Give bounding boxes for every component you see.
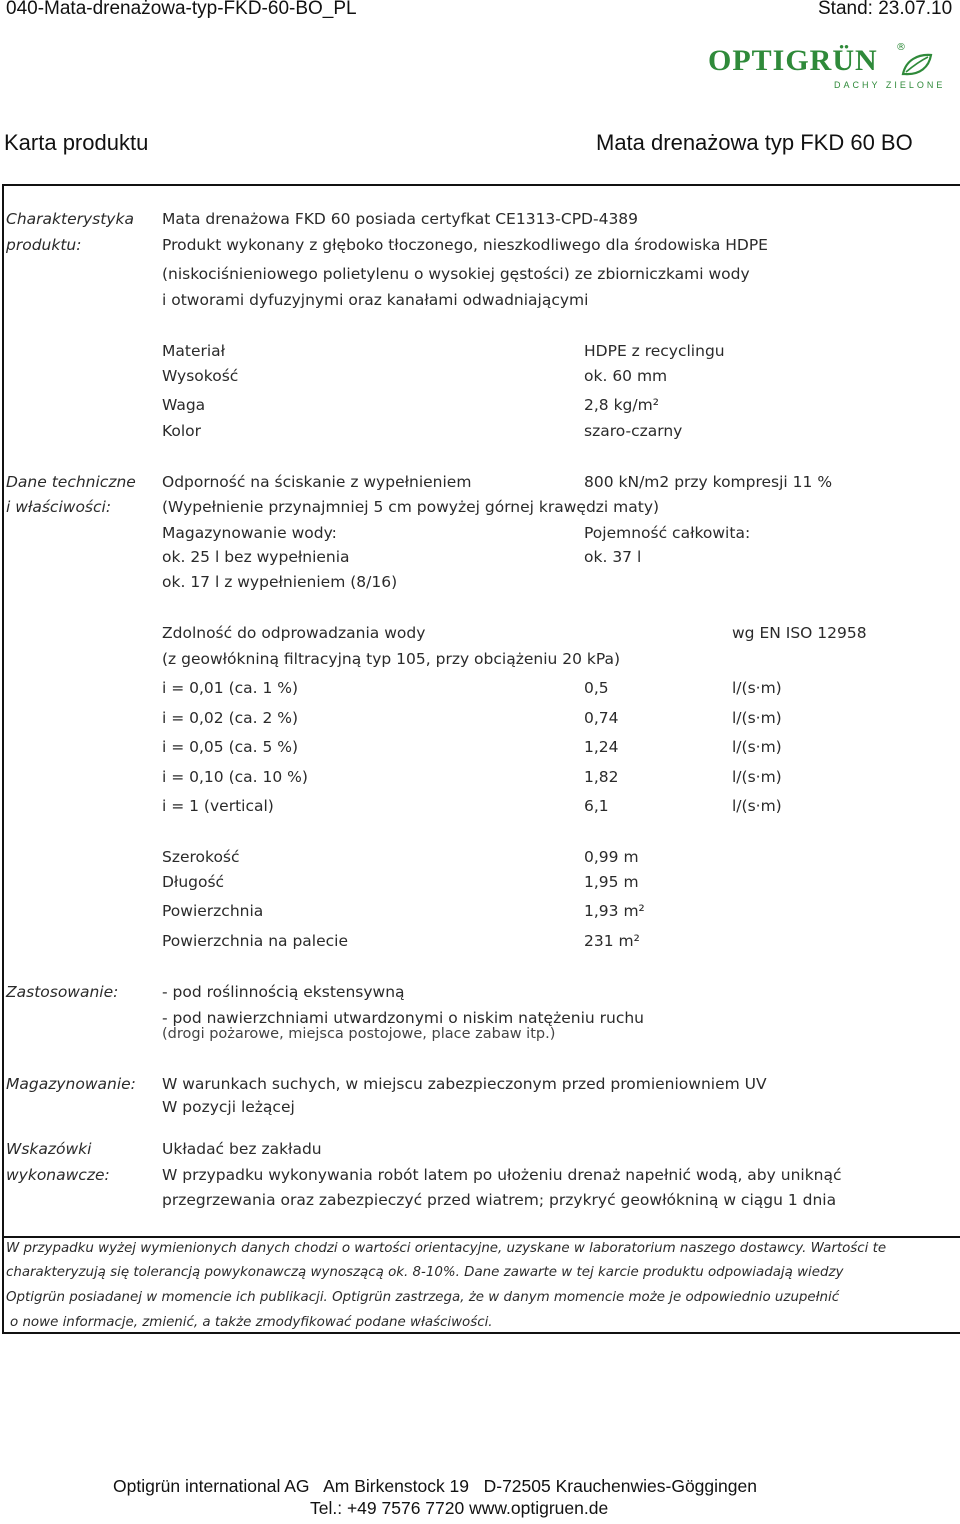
drainage-capacity-label: Zdolność do odprowadzania wody [162,624,426,642]
property-name: Kolor [162,422,202,440]
flow-value: 1,24 [584,738,619,756]
section-label-characteristics: Charakterystyka [6,210,134,228]
property-value: 2,8 kg/m² [584,396,659,414]
dimension-name: Powierzchnia [162,902,264,920]
flow-gradient: i = 0,05 (ca. 5 %) [162,738,299,756]
property-name: Materiał [162,342,226,360]
installation-line: W przypadku wykonywania robót latem po ułożeniu drenaż napełnić wodą, aby uniknąć [162,1166,842,1184]
dimension-value: 1,93 m² [584,902,645,920]
disclaimer-line: Optigrün posiadanej w momencie ich publikacji. Optigrün zastrzega, że w danym momencie może je odpowiednio uzupełnić [6,1290,840,1305]
compression-label: Odporność na ściskanie z wypełnieniem [162,473,472,491]
installation-line: przegrzewania oraz zabezpieczyć przed wiatrem; przykryć geowłókniną w ciągu 1 dnia [162,1191,837,1209]
dimension-name: Długość [162,873,225,891]
document-date: Stand: 23.07.10 [818,0,953,19]
footer-contact: Tel.: +49 7576 7720 www.optigruen.de [310,1498,609,1518]
flow-value: 0,74 [584,709,619,727]
total-capacity-label: Pojemność całkowita: [584,524,751,542]
flow-gradient: i = 0,02 (ca. 2 %) [162,709,299,727]
logo-wordmark: OPTIGRÜN [708,44,878,77]
property-value: HDPE z recyclingu [584,342,725,360]
characteristics-line: Mata drenażowa FKD 60 posiada certyfkat CE1313-CPD-4389 [162,210,639,228]
logo-registered-mark: ® [896,42,906,53]
flow-gradient: i = 1 (vertical) [162,797,274,815]
flow-unit: l/(s·m) [732,797,782,815]
flow-gradient: i = 0,01 (ca. 1 %) [162,679,299,697]
page-title: Karta produktu [4,130,149,155]
logo-tagline: DACHY ZIELONE [834,80,946,90]
drainage-note: (z geowłókniną filtracyjną typ 105, przy obciążeniu 20 kPa) [162,650,621,668]
dimension-value: 1,95 m [584,873,639,891]
section-label-technical: Dane techniczne [6,473,136,491]
flow-value: 0,5 [584,679,609,697]
section-label-technical-2: i właściwości: [6,498,112,516]
disclaimer-line: W przypadku wyżej wymienionych danych chodzi o wartości orientacyjne, uzyskane w laboratorium naszego dostawcy. Wartości te [6,1241,887,1256]
water-storage-no-fill: ok. 25 l bez wypełnienia [162,548,350,566]
flow-unit: l/(s·m) [732,738,782,756]
storage-line: W pozycji leżącej [162,1098,295,1116]
dimension-value: 231 m² [584,932,640,950]
water-storage-with-fill: ok. 17 l z wypełnieniem (8/16) [162,573,398,591]
section-label-application: Zastosowanie: [6,983,119,1001]
total-capacity-value: ok. 37 l [584,548,642,566]
characteristics-line: i otworami dyfuzyjnymi oraz kanałami odwadniającymi [162,291,589,309]
dimension-name: Powierzchnia na palecie [162,932,348,950]
flow-unit: l/(s·m) [732,709,782,727]
flow-value: 6,1 [584,797,609,815]
flow-unit: l/(s·m) [732,768,782,786]
property-name: Waga [162,396,206,414]
optigruen-logo [708,42,944,92]
property-name: Wysokość [162,367,239,385]
section-label-storage: Magazynowanie: [6,1075,136,1093]
application-line: - pod roślinnością ekstensywną [162,983,405,1001]
compression-value: 800 kN/m2 przy kompresji 11 % [584,473,833,491]
section-label-installation-2: wykonawcze: [6,1166,110,1184]
storage-line: W warunkach suchych, w miejscu zabezpieczonym przed promieniowniem UV [162,1075,767,1093]
flow-value: 1,82 [584,768,619,786]
property-value: ok. 60 mm [584,367,668,385]
dimension-name: Szerokość [162,848,240,866]
section-label-characteristics-2: produktu: [6,236,82,254]
installation-line: Układać bez zakładu [162,1140,322,1158]
disclaimer-divider [2,1236,960,1238]
content-frame [2,184,960,1334]
water-storage-label: Magazynowanie wody: [162,524,337,542]
flow-unit: l/(s·m) [732,679,782,697]
product-name: Mata drenażowa typ FKD 60 BO [596,130,913,155]
application-line: (drogi pożarowe, miejsca postojowe, place zabaw itp.) [162,1026,556,1042]
footer-address: Optigrün international AG Am Birkenstock 19 D-72505 Krauchenwies-Göggingen [113,1476,757,1496]
section-label-installation: Wskazówki [6,1140,92,1158]
leaf-icon [900,52,934,78]
document-code: 040-Mata-drenażowa-typ-FKD-60-BO_PL [6,0,357,19]
application-line: - pod nawierzchniami utwardzonymi o niskim natężeniu ruchu [162,1009,645,1027]
property-value: szaro-czarny [584,422,683,440]
disclaimer-line: charakteryzują się tolerancją powykonawczą wynoszącą ok. 8-10%. Dane zawarte w tej karcie produktu odpowiadają wiedzy [6,1265,844,1280]
characteristics-line: Produkt wykonany z głęboko tłoczonego, nieszkodliwego dla środowiska HDPE [162,236,768,254]
characteristics-line: (niskociśnieniowego polietylenu o wysokiej gęstości) ze zbiorniczkami wody [162,265,750,283]
fill-note: (Wypełnienie przynajmniej 5 cm powyżej górnej krawędzi maty) [162,498,660,516]
drainage-norm: wg EN ISO 12958 [732,624,867,642]
flow-gradient: i = 0,10 (ca. 10 %) [162,768,308,786]
dimension-value: 0,99 m [584,848,639,866]
disclaimer-line: o nowe informacje, zmienić, a także zmodyfikować podane właściwości. [10,1315,493,1330]
